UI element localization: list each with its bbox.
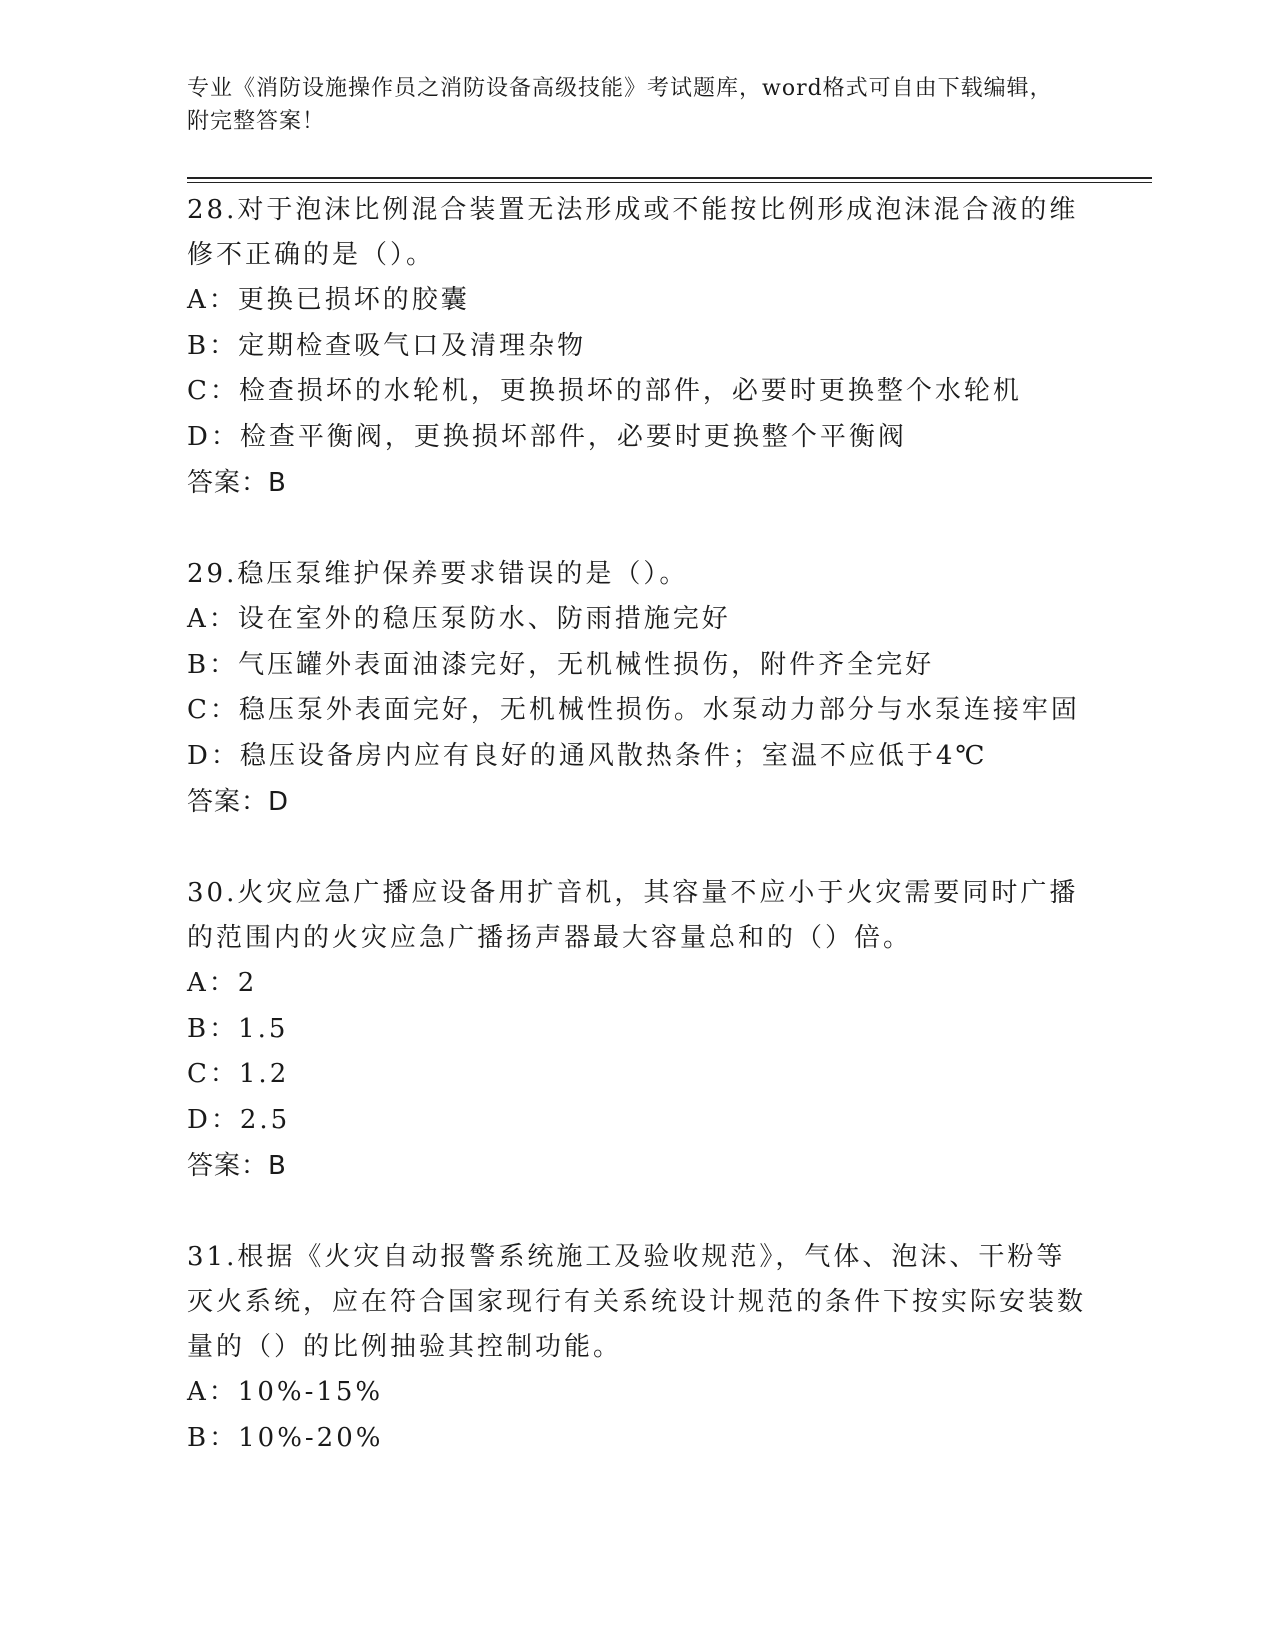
question-stem: 30.火灾应急广播应设备用扩音机，其容量不应小于火灾需要同时广播的范围内的火灾应急广播扬声器最大容量总和的（）倍。 bbox=[187, 878, 1079, 953]
page-header: 专业《消防设施操作员之消防设备高级技能》考试题库，word格式可自由下载编辑，附完整答案！ bbox=[187, 76, 1053, 134]
answer-line: 答案：D bbox=[187, 787, 290, 817]
answer-line: 答案：B bbox=[187, 468, 287, 498]
question-stem: 31.根据《火灾自动报警系统施工及验收规范》，气体、泡沫、干粉等灭火系统，应在符合国家现行有关系统设计规范的条件下按实际安装数量的（）的比例抽验其控制功能。 bbox=[187, 1242, 1087, 1362]
option-d: D：2.5 bbox=[187, 1104, 291, 1135]
option-a: A：2 bbox=[187, 968, 258, 998]
option-c: C：1.2 bbox=[187, 1059, 290, 1089]
question-stem: 29.稳压泵维护保养要求错误的是（）。 bbox=[187, 559, 689, 589]
option-b: B：定期检查吸气口及清理杂物 bbox=[187, 330, 587, 361]
header-divider bbox=[187, 177, 1152, 179]
question-stem: 28.对于泡沫比例混合装置无法形成或不能按比例形成泡沫混合液的维修不正确的是（）。 bbox=[187, 195, 1079, 270]
option-b: B：1.5 bbox=[187, 1013, 289, 1044]
option-c: C：稳压泵外表面完好，无机械性损伤。水泵动力部分与水泵连接牢固 bbox=[187, 695, 1080, 725]
question-list bbox=[187, 188, 1087, 1507]
answer-line: 答案：B bbox=[187, 1151, 287, 1181]
option-b: B：气压罐外表面油漆完好，无机械性损伤，附件齐全完好 bbox=[187, 649, 935, 680]
option-d: D：稳压设备房内应有良好的通风散热条件；室温不应低于4℃ bbox=[187, 740, 988, 771]
question-28 bbox=[187, 188, 1087, 506]
question-30 bbox=[187, 871, 1087, 1189]
question-29 bbox=[187, 552, 1087, 825]
option-a: A：更换已损坏的胶囊 bbox=[187, 285, 470, 315]
header-divider-thin bbox=[187, 182, 1152, 183]
option-c: C：检查损坏的水轮机，更换损坏的部件，必要时更换整个水轮机 bbox=[187, 376, 1022, 406]
option-b: B：10%-20% bbox=[187, 1422, 384, 1453]
option-a: A：设在室外的稳压泵防水、防雨措施完好 bbox=[187, 604, 731, 634]
option-d: D：检查平衡阀，更换损坏部件，必要时更换整个平衡阀 bbox=[187, 421, 907, 452]
question-31 bbox=[187, 1235, 1087, 1461]
option-a: A：10%-15% bbox=[187, 1377, 384, 1407]
